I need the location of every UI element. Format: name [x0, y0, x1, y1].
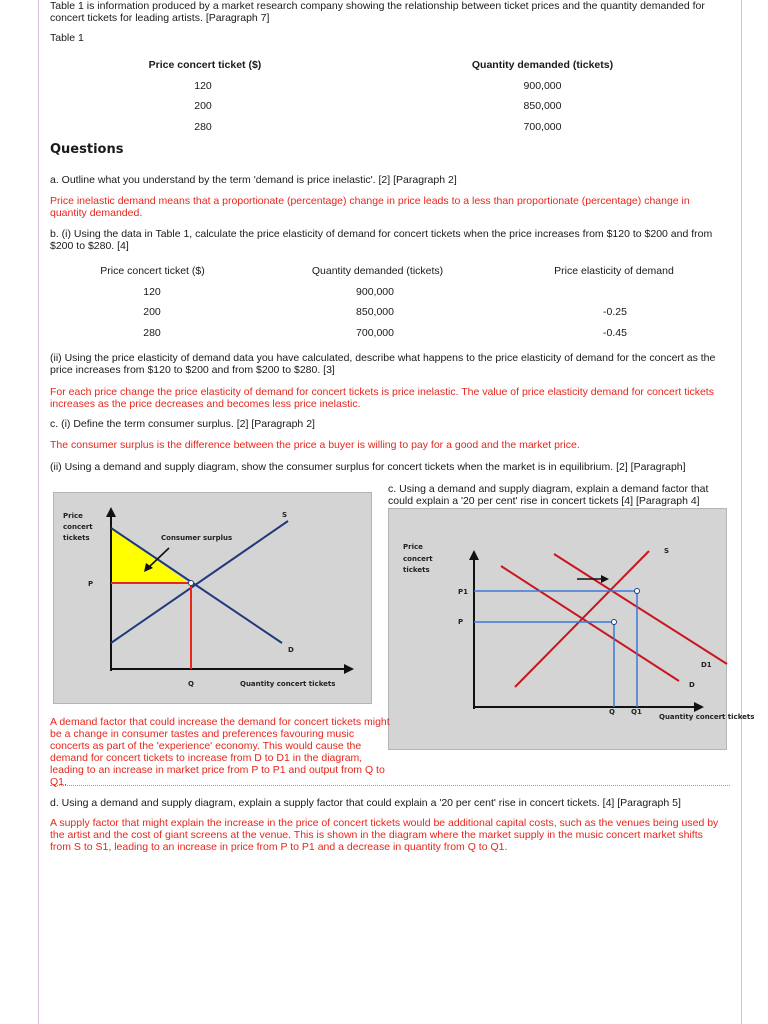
question-a: a. Outline what you understand by the term 'demand is price inelastic'. [2] [Paragraph 2]	[50, 174, 457, 186]
table1-header-quantity: Quantity demanded (tickets)	[471, 59, 614, 71]
y-axis-label-line2: concert	[403, 555, 433, 563]
demand-d1-label: D1	[701, 661, 712, 669]
table1-cell: 200	[194, 100, 212, 112]
consumer-surplus-diagram	[53, 492, 372, 704]
quantity-label: Q	[188, 680, 194, 688]
answer-c3: A demand factor that could increase the demand for concert tickets might be a change in consumer tastes and preferences favouring music concerts as part of the 'experience' economy. This would cause the demand for concert tickets to increase from D to D1 in the diagram, leading to an increase in market price from P to P1 and output from Q to Q1.	[50, 716, 390, 788]
demand-label: D	[689, 681, 695, 689]
equilibrium-point-new	[635, 589, 640, 594]
table1-header-price: Price concert ticket ($)	[148, 59, 262, 71]
table2-cell: -0.45	[603, 327, 627, 339]
question-c3: c. Using a demand and supply diagram, explain a demand factor that could explain a '20 per cent' rise in concert tickets [4] [Paragraph 4]	[388, 483, 709, 507]
table1-cell: 280	[194, 121, 212, 133]
supply-label: S	[282, 511, 288, 519]
questions-heading: Questions	[50, 142, 124, 157]
table1-caption: Table 1	[50, 32, 84, 44]
y-axis-label: Price	[63, 512, 83, 520]
quantity-q-label: Q	[609, 708, 615, 716]
table1-cell: 900,000	[523, 80, 562, 92]
y-axis-label-line1: Price	[403, 543, 423, 551]
left-margin-line	[38, 0, 39, 1024]
shift-arrow-head	[601, 575, 609, 583]
table2-cell: 280	[143, 327, 161, 339]
table2-cell: 850,000	[356, 306, 394, 318]
demand-curve-d1	[554, 554, 727, 664]
consumer-surplus-svg	[54, 493, 371, 703]
answer-c1: The consumer surplus is the difference between the price a buyer is willing to pay for a good and the market price.	[50, 439, 580, 451]
consumer-surplus-label: Consumer surplus	[161, 534, 233, 542]
table1-cell: 850,000	[523, 100, 562, 112]
y-axis-label: concert	[63, 523, 93, 531]
supply-label: S	[664, 547, 670, 555]
question-c1: c. (i) Define the term consumer surplus. [2] [Paragraph 2]	[50, 418, 315, 430]
answer-a: Price inelastic demand means that a proportionate (percentage) change in price leads to a less than proportionate (percentage) change in quantity demanded.	[50, 195, 690, 219]
table2-cell: 120	[143, 286, 161, 298]
intro-text: Table 1 is information produced by a market research company showing the relationship between ticket prices and the quantity demanded for concert tickets for leading artists. [Paragraph 7]	[50, 0, 705, 24]
question-d: d. Using a demand and supply diagram, explain a supply factor that could explain a '20 per cent' rise in concert tickets. [4] [Paragraph 5]	[50, 797, 681, 809]
question-c2: (ii) Using a demand and supply diagram, show the consumer surplus for concert tickets when the market is in equilibrium. [2] [Paragraph]	[50, 461, 686, 473]
y-axis-arrow	[106, 507, 116, 517]
y-axis-label: tickets	[63, 534, 90, 542]
x-axis-label: Quantity concert tickets	[240, 680, 336, 688]
quantity-q1-label: Q1	[631, 708, 642, 716]
table2-cell: 900,000	[356, 286, 394, 298]
section-divider	[50, 785, 730, 786]
price-label: P	[88, 580, 94, 588]
table2-header-quantity: Quantity demanded (tickets)	[311, 265, 444, 277]
table2-header-price: Price concert ticket ($)	[100, 265, 205, 277]
answer-d: A supply factor that might explain the increase in the price of concert tickets would be additional capital costs, such as the venues being used by the artist and the cost of giant screens at the venue. This is shown in the diagram where the market supply in the music concert market shifts from S to S1, leading to an increase in price from P to P1 and a decrease in quantity from Q to Q1.	[50, 817, 719, 853]
table1-cell: 700,000	[523, 121, 562, 133]
demand-curve-d	[501, 566, 679, 681]
question-b1: b. (i) Using the data in Table 1, calculate the price elasticity of demand for concert tickets when the price increases from $120 to $200 and from $200 to $280. [4]	[50, 228, 713, 252]
right-margin-line	[741, 0, 742, 1024]
answer-b2: For each price change the price elasticity of demand for concert tickets is price inelastic. The value of price elasticity demand for concert tickets increases as the price decreases and becomes less price inelastic.	[50, 386, 714, 410]
equilibrium-point-old	[612, 620, 617, 625]
y-axis-label-line3: tickets	[403, 566, 430, 574]
table2-cell: -0.25	[603, 306, 627, 318]
demand-label: D	[288, 646, 294, 654]
equilibrium-point	[189, 581, 194, 586]
question-b2: (ii) Using the price elasticity of demand data you have calculated, describe what happens to the price elasticity of demand for the concert as the price increases from $120 to $200 and from $200 to $280. [3]	[50, 352, 716, 376]
demand-shift-diagram	[388, 508, 755, 750]
x-axis-arrow	[694, 702, 704, 712]
price-p1-label: P1	[458, 588, 469, 596]
y-axis-arrow	[469, 550, 479, 560]
table2-header-elasticity: Price elasticity of demand	[554, 265, 674, 277]
price-p-label: P	[458, 618, 464, 626]
table1-cell: 120	[194, 80, 212, 92]
demand-shift-svg	[389, 509, 755, 749]
x-axis-arrow	[344, 664, 354, 674]
table2-cell: 700,000	[356, 327, 394, 339]
table2-cell: 200	[143, 306, 161, 318]
x-axis-label: Quantity concert tickets	[659, 713, 755, 721]
